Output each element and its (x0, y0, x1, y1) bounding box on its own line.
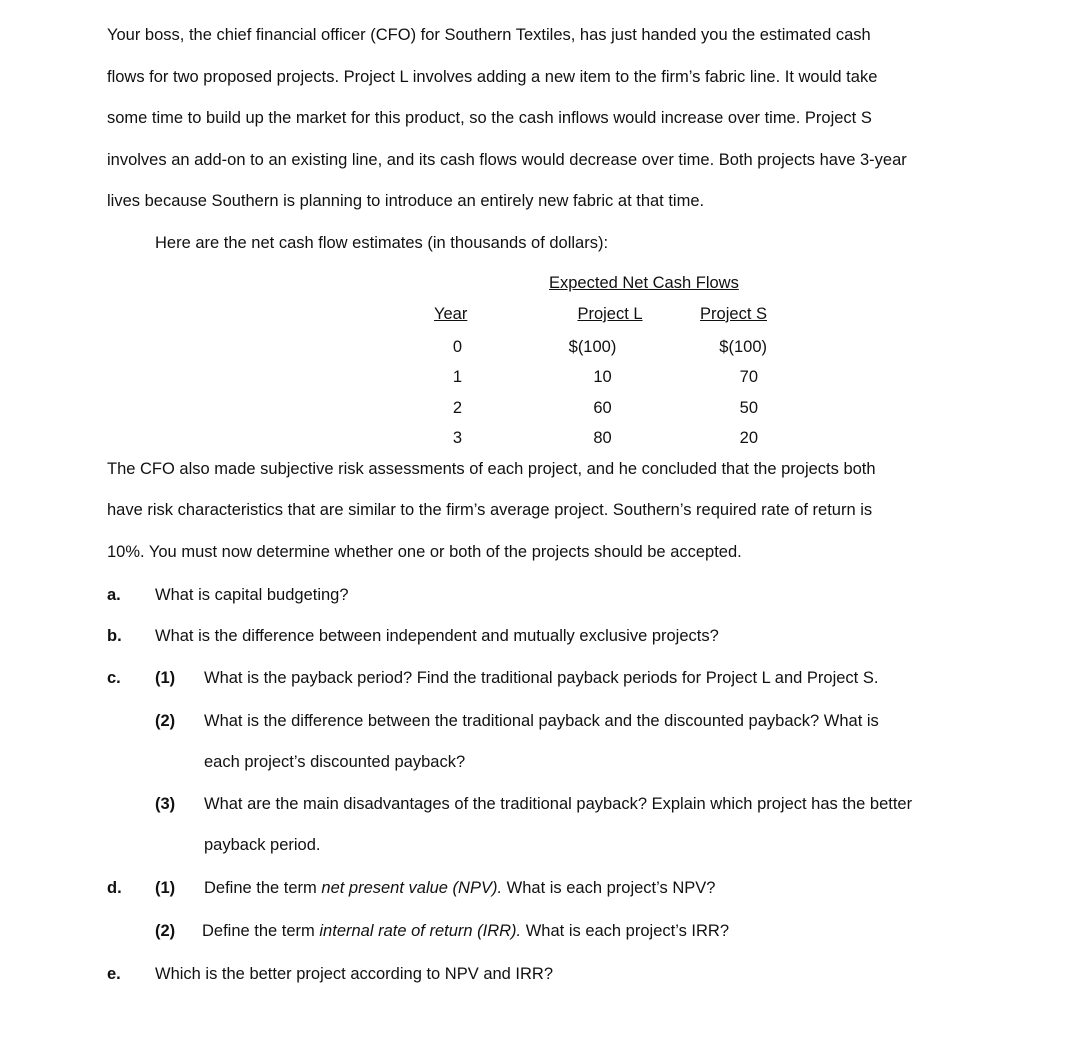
question-d1-text (204, 878, 715, 898)
risk-line-3: 10%. You must now determine whether one or both of the projects should be accepted. (107, 543, 742, 561)
question-label-c: c. (107, 669, 121, 687)
question-a-text: What is capital budgeting? (155, 586, 349, 604)
intro-line-4: involves an add-on to an existing line, and its cash flows would decrease over time. Both projects have 3-year (107, 151, 907, 169)
table-group-header: Expected Net Cash Flows (549, 274, 739, 292)
table-cell-project-s: $(100) (719, 338, 767, 356)
risk-line-2: have risk characteristics that are similar to the firm’s average project. Southern’s required rate of return is (107, 501, 873, 519)
question-d1-term: net present value (NPV). (321, 879, 503, 897)
question-c2-text-line-2: each project’s discounted payback? (204, 753, 466, 771)
question-c1-number: (1) (155, 669, 176, 687)
question-d2-term: internal rate of return (IRR). (319, 922, 522, 940)
table-cell-project-l: $(100) (568, 338, 617, 356)
question-c3-number: (3) (155, 795, 176, 813)
question-label-b: b. (107, 627, 122, 645)
question-d1-pre: Define the term (204, 879, 322, 897)
table-cell-project-l: 80 (593, 429, 612, 447)
question-d1-number: (1) (155, 879, 176, 897)
risk-line-1: The CFO also made subjective risk assessments of each project, and he concluded that the projects both (107, 460, 876, 478)
table-intro: Here are the net cash flow estimates (in thousands of dollars): (155, 234, 609, 252)
table-cell-project-s: 20 (739, 429, 758, 447)
table-cell-year: 3 (452, 429, 462, 447)
table-cell-year: 2 (452, 399, 462, 417)
table-header-year: Year (434, 305, 468, 323)
table-header-project-s: Project S (700, 305, 767, 323)
intro-line-3: some time to build up the market for this product, so the cash inflows would increase over time. Project S (107, 109, 872, 127)
question-d2-text (202, 921, 729, 941)
table-cell-project-s: 70 (739, 368, 758, 386)
question-c1-text: What is the payback period? Find the traditional payback periods for Project L and Project S. (204, 669, 879, 687)
intro-line-5: lives because Southern is planning to introduce an entirely new fabric at that time. (107, 192, 705, 210)
question-c3-text-line-2: payback period. (204, 836, 321, 854)
intro-line-2: flows for two proposed projects. Project L involves adding a new item to the firm’s fabric line. It would take (107, 68, 878, 86)
question-d1-post: What is each project’s NPV? (502, 879, 716, 897)
question-b-text: What is the difference between independent and mutually exclusive projects? (155, 627, 719, 645)
table-cell-project-s: 50 (739, 399, 758, 417)
question-c2-text-line-1: What is the difference between the traditional payback and the discounted payback? What is (204, 712, 879, 730)
question-label-d: d. (107, 879, 122, 897)
table-cell-project-l: 10 (593, 368, 612, 386)
table-header-project-l: Project L (577, 305, 643, 323)
question-d2-post: What is each project’s IRR? (521, 922, 730, 940)
question-d2-number: (2) (155, 922, 176, 940)
question-label-e: e. (107, 965, 121, 983)
table-cell-year: 1 (452, 368, 462, 386)
question-e-text: Which is the better project according to NPV and IRR? (155, 965, 554, 983)
question-c2-number: (2) (155, 712, 176, 730)
table-cell-project-l: 60 (593, 399, 612, 417)
question-c3-text-line-1: What are the main disadvantages of the traditional payback? Explain which project has the better (204, 795, 913, 813)
question-d2-pre: Define the term (202, 922, 320, 940)
intro-line-1: Your boss, the chief financial officer (CFO) for Southern Textiles, has just handed you the estimated cash (107, 26, 871, 44)
question-label-a: a. (107, 586, 121, 604)
table-cell-year: 0 (452, 338, 462, 356)
